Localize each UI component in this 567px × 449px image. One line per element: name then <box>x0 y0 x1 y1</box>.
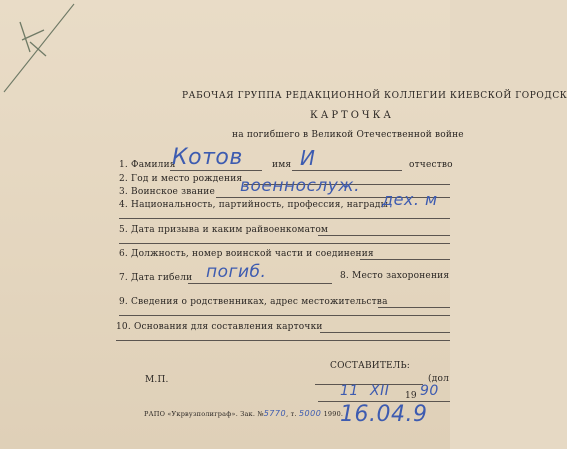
field-9-line-2 <box>119 315 450 316</box>
field-1-value: Котов <box>172 145 243 170</box>
field-4-label: 4. Национальность, партийность, профессия, награды <box>119 200 389 210</box>
date-day: 11 <box>340 383 359 399</box>
mp-label: М.П. <box>145 375 169 385</box>
field-7-line <box>188 283 332 284</box>
field-10-line-2 <box>116 340 450 341</box>
date-month: XII <box>370 383 390 399</box>
name-label: имя <box>272 160 292 170</box>
field-7-label: 7. Дата гибели <box>119 273 193 283</box>
field-6-line <box>360 259 450 260</box>
printer-imprint <box>144 409 343 418</box>
order-no: 5770 <box>263 409 287 418</box>
field-5-label: 5. Дата призыва и каким райвоенкоматом <box>119 225 329 235</box>
position-label: (дол <box>428 374 449 384</box>
tirage-prefix: , т. <box>286 410 297 418</box>
field-4-line-2 <box>119 218 450 219</box>
compiler-label: СОСТАВИТЕЛЬ: <box>330 361 411 371</box>
field-2-label: 2. Год и место рождения <box>119 174 243 184</box>
field-1-line <box>170 170 262 171</box>
compiler-line <box>315 384 423 385</box>
name-line <box>292 170 402 171</box>
field-5-line-2 <box>119 243 450 244</box>
field-3-label: 3. Воинское звание <box>119 187 216 197</box>
print-year: 1990. <box>323 410 344 418</box>
field-1-label: 1. Фамилия <box>119 160 176 170</box>
tirage: 5000 <box>298 409 322 418</box>
header-group: РАБОЧАЯ ГРУППА РЕДАКЦИОННОЙ КОЛЛЕГИИ КИЕВСКОЙ ГОРОДСК <box>182 91 567 101</box>
field-9-line <box>378 307 450 308</box>
date-year-prefix: 19 <box>405 391 417 401</box>
field-9-label: 9. Сведения о родственниках, адрес местожительства <box>119 297 388 307</box>
pencil-corner-mark <box>0 0 110 100</box>
field-6-label: 6. Должность, номер воинской части и соединения <box>119 249 374 259</box>
name-value: И <box>300 146 316 170</box>
date-year: 90 <box>420 383 439 399</box>
patronymic-label: отчество <box>409 160 453 170</box>
printer-text: РАПО «Укрвузполиграф». Зак. № <box>144 410 264 418</box>
field-7-value: погиб. <box>206 262 267 282</box>
card-subtitle: на погибшего в Великой Отечественной войне <box>232 130 464 140</box>
field-10-label: 10. Основания для составления карточки <box>116 322 323 332</box>
field-8-label: 8. Место захоронения <box>340 271 450 281</box>
field-3-value: военнослуж. <box>240 176 361 196</box>
date-second: 16.04.9 <box>340 402 428 427</box>
field-5-line <box>318 235 450 236</box>
field-4-value: дех. м <box>382 190 438 209</box>
field-10-line <box>320 332 450 333</box>
card-title: КАРТОЧКА <box>310 110 394 121</box>
